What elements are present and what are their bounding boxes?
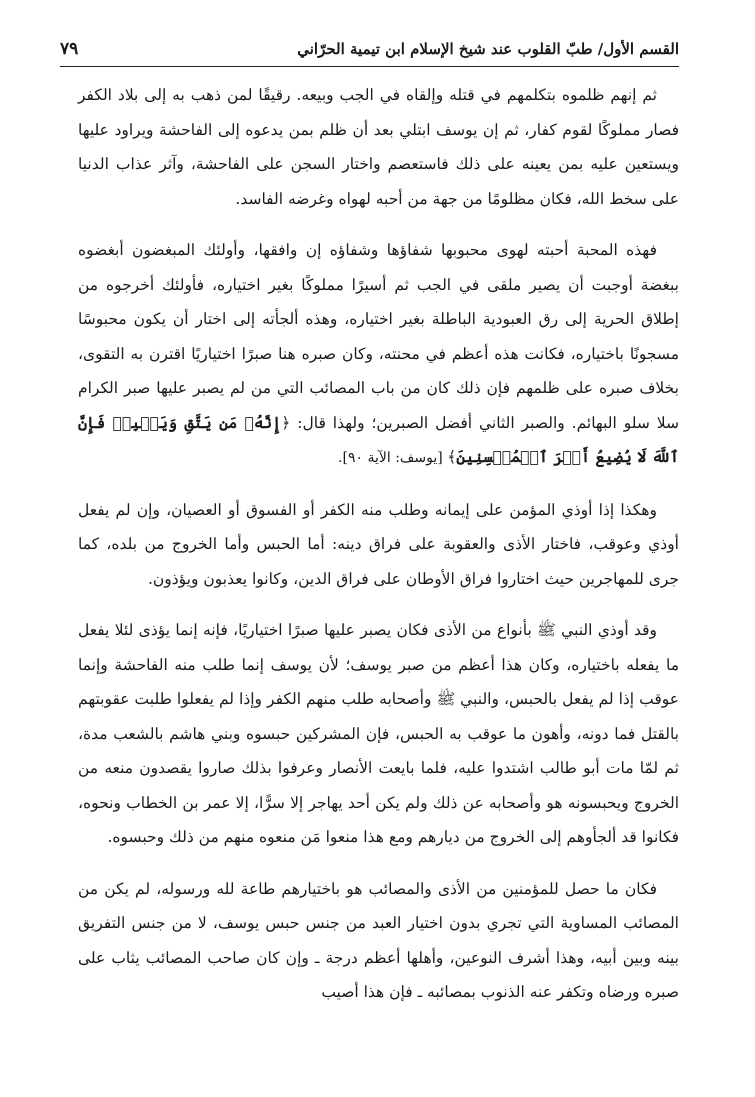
paragraph-2 — [78, 233, 679, 476]
paragraph-3: وهكذا إذا أوذي المؤمن على إيمانه وطلب منه الكفر أو الفسوق أو العصيان، وإن لم يفعل أوذي وعوقب، فاختار الأذى والعقوبة على فراق دينه: أما الحبس وأما الخروج من بلده، كما جرى للمهاجرين حيث اختاروا فراق الأوطان على فراق الدين، وكانوا يعذبون ويؤذون. — [78, 500, 679, 588]
page-number: ٧٩ — [60, 39, 79, 59]
quran-bracket-open: ﴿ — [281, 413, 291, 432]
running-title: القسم الأول/ طبّ القلوب عند شيخ الإسلام ابن تيمية الحرّاني — [297, 40, 679, 58]
paragraph-1: ثم إنهم ظلموه بتكلمهم في قتله وإلقاه في الجب وبيعه. رقيقًا لمن ذهب به إلى بلاد الكفر فصار مملوكًا لقوم كفار، ثم إن يوسف ابتلي بعد أن ظلم بمن يدعوه إلى الفاحشة ويراود عليها ويستعين عليه بمن يعينه على ذلك فاستعصم واختار السجن على الفاحشة، وآثر عذاب الدنيا على سخط الله، فكان مظلومًا من جهة من أحبه لهواه وغرضه الفاسد. — [78, 86, 679, 208]
quran-bracket-close: ﴾ — [447, 448, 457, 466]
paragraph-5: فكان ما حصل للمؤمنين من الأذى والمصائب هو باختيارهم طاعة لله ورسوله، لم يكن من المصائب المساوية التي تجري بدون اختيار العبد من جنس حبس يوسف، لا من جنس التفريق بينه وبين أبيه، وهذا أشرف النوعين، وأهلها أعظم درجة ـ وإن كان صاحب المصائب يثاب على صبره ورضاه وتكفر عنه الذنوب بمصائبه ـ فإن هذا أصيب — [78, 879, 679, 1001]
verse-reference: [يوسف: الآية ٩٠]. — [338, 450, 448, 466]
page-header — [60, 32, 679, 67]
quran-verse: إِنَّهُۥ مَن يَتَّقِ وَيَصۡبِرۡ فَإِنَّ ٱللَّهَ لَا يُضِيعُ أَجۡرَ ٱلۡمُحۡسِنِينَ — [78, 412, 679, 466]
paragraph-4: وقد أوذي النبي ﷺ بأنواع من الأذى فكان يصبر عليها صبرًا اختياريًا، فإنه إنما يؤذى لئلا يفعل ما يفعله باختياره، وكان هذا أعظم من صبر يوسف؛ لأن يوسف إنما طلب منه الفاحشة وإنما عوقب إذا لم يفعل بالحبس، والنبي ﷺ وأصحابه طلب منهم الكفر وإذا لم يفعلوا طلبت عقوبتهم بالقتل فما دونه، وأهون ما عوقب به الحبس، فإن المشركين حبسوه وبني هاشم بالشعب مدة، ثم لمّا مات أبو طالب اشتدوا عليه، فلما بايعت الأنصار وعرفوا بذلك صاروا يقصدون منعه من الخروج ويحبسونه هو وأصحابه عن ذلك ولم يكن أحد يهاجر إلا سرًّا، إلا عمر بن الخطاب ونحوه، فكانوا قد ألجأوهم إلى الخروج من ديارهم ومع هذا منعوا مَن منعوه منهم من ذلك وحبسوه. — [78, 621, 679, 846]
body-text — [78, 78, 679, 1097]
paragraph-2-text: فهذه المحبة أحبته لهوى محبوبها شفاؤها وشفاؤه إن وافقها، وأولئك المبغضون أبغضوه ببغضة أوجبت أن يصير ملقى في الجب ثم أسيرًا مملوكًا بغير اختياره، فأولئك أخرجوه من إطلاق الحرية إلى رق العبودية الباطلة بغير اختياره، وهذه ألجأته إلى اختار أن يكون محبوسًا مسجونًا باختياره، فكانت هذه أعظم في محنته، وكان صبره هنا صبرًا اختياريًا اقترن به التقوى، بخلاف صبره على ظلمهم فإن ذلك كان من باب المصائب التي من لم يصبر عليها صبر الكرام سلا سلو البهائم. والصبر الثاني أفضل الصبرين؛ ولهذا قال: — [78, 241, 679, 432]
